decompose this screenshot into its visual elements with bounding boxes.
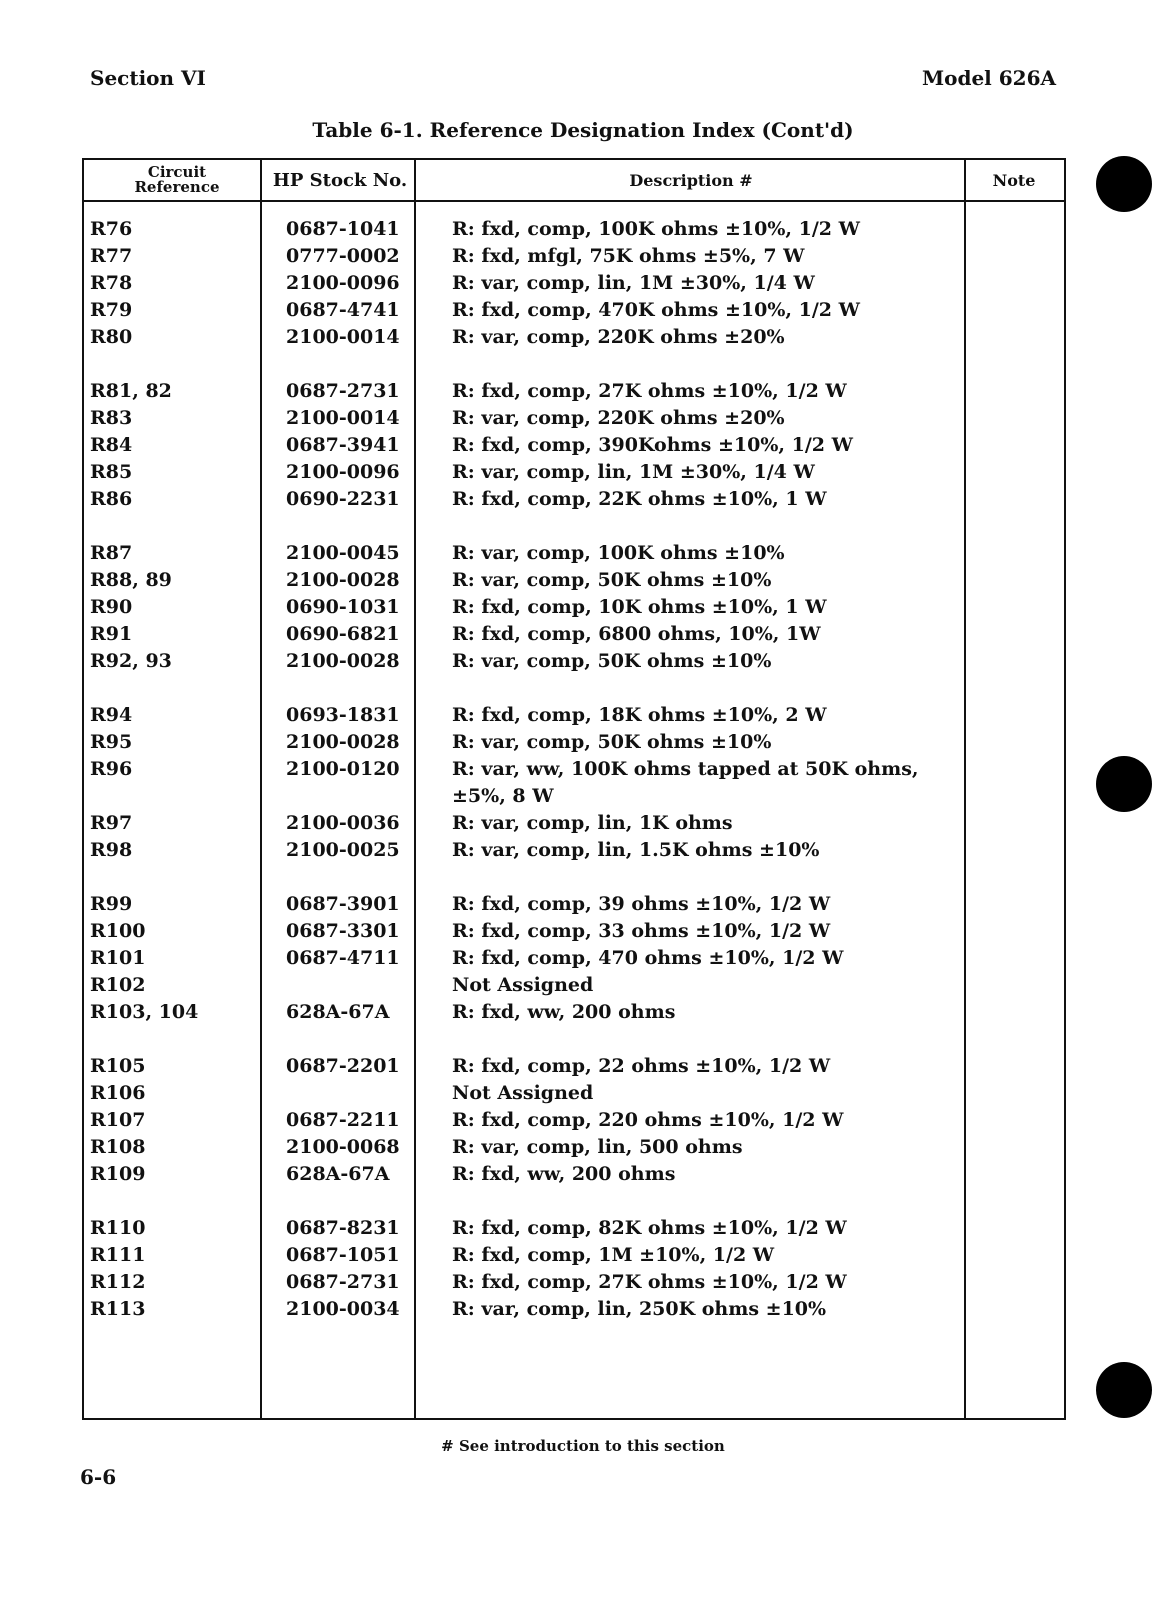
circuit-reference-cell: R76: [90, 218, 133, 240]
circuit-reference-cell: R101: [90, 947, 146, 969]
table-row: [84, 891, 1064, 918]
circuit-reference-cell: R105: [90, 1055, 146, 1077]
table-row: [84, 378, 1064, 405]
description-cell: R: var, comp, 50K ohms ±10%: [452, 569, 772, 591]
stock-number-cell: 0687-3301: [286, 920, 400, 942]
circuit-reference-cell: R109: [90, 1163, 146, 1185]
description-cell: R: var, comp, 100K ohms ±10%: [452, 542, 785, 564]
description-cell: R: var, ww, 100K ohms tapped at 50K ohms, ±5%, 8 W: [452, 758, 919, 807]
stock-number-cell: 2100-0034: [286, 1298, 400, 1320]
model-label: Model 626A: [921, 66, 1056, 90]
stock-number-cell: 2100-0096: [286, 272, 400, 294]
description-cell: R: var, comp, lin, 1.5K ohms ±10%: [452, 839, 820, 861]
column-header-stock-no: HP Stock No.: [272, 169, 408, 191]
table-row: [84, 1161, 1064, 1188]
circuit-reference-cell: R90: [90, 596, 133, 618]
row-group: [84, 702, 1064, 864]
description-cell: R: fxd, comp, 22K ohms ±10%, 1 W: [452, 488, 827, 510]
circuit-reference-cell: R98: [90, 839, 133, 861]
column-header-circuit-reference: Circuit Reference: [134, 163, 220, 196]
column-header-note: Note: [992, 170, 1036, 190]
table-row: [84, 972, 1064, 999]
circuit-reference-cell: R100: [90, 920, 146, 942]
description-cell: R: fxd, comp, 82K ohms ±10%, 1/2 W: [452, 1217, 847, 1239]
stock-number-cell: 628A-67A: [286, 1163, 390, 1185]
punch-hole-bottom: [1096, 1362, 1152, 1418]
circuit-reference-cell: R84: [90, 434, 133, 456]
stock-number-cell: 2100-0096: [286, 461, 400, 483]
description-cell: R: fxd, comp, 100K ohms ±10%, 1/2 W: [452, 218, 860, 240]
stock-number-cell: 2100-0014: [286, 407, 400, 429]
circuit-reference-cell: R77: [90, 245, 133, 267]
table-row: [84, 1080, 1064, 1107]
stock-number-cell: 0687-1041: [286, 218, 400, 240]
punch-hole-middle: [1096, 756, 1152, 812]
description-cell: R: fxd, ww, 200 ohms: [452, 1163, 676, 1185]
table-row: [84, 702, 1064, 729]
circuit-reference-cell: R106: [90, 1082, 146, 1104]
stock-number-cell: 0687-4741: [286, 299, 400, 321]
description-cell: Not Assigned: [452, 974, 594, 996]
description-cell: R: fxd, comp, 22 ohms ±10%, 1/2 W: [452, 1055, 831, 1077]
row-group: [84, 891, 1064, 1026]
circuit-reference-cell: R95: [90, 731, 133, 753]
description-cell: R: var, comp, 220K ohms ±20%: [452, 407, 785, 429]
table-row: [84, 756, 1064, 810]
table-row: [84, 432, 1064, 459]
table-row: [84, 837, 1064, 864]
circuit-reference-cell: R91: [90, 623, 133, 645]
description-cell: R: fxd, comp, 10K ohms ±10%, 1 W: [452, 596, 827, 618]
circuit-reference-cell: R81, 82: [90, 380, 172, 402]
circuit-reference-cell: R107: [90, 1109, 146, 1131]
circuit-reference-cell: R83: [90, 407, 133, 429]
circuit-reference-cell: R112: [90, 1271, 146, 1293]
table-title: Table 6-1. Reference Designation Index (Cont'd): [312, 118, 854, 142]
description-cell: R: fxd, comp, 18K ohms ±10%, 2 W: [452, 704, 827, 726]
row-group: [84, 1215, 1064, 1323]
circuit-reference-cell: R103, 104: [90, 1001, 199, 1023]
circuit-reference-cell: R96: [90, 758, 133, 780]
description-cell: Not Assigned: [452, 1082, 594, 1104]
circuit-reference-cell: R110: [90, 1217, 146, 1239]
table-row: [84, 270, 1064, 297]
circuit-reference-cell: R87: [90, 542, 133, 564]
table-row: [84, 729, 1064, 756]
description-cell: R: fxd, comp, 27K ohms ±10%, 1/2 W: [452, 1271, 847, 1293]
table-row: [84, 918, 1064, 945]
stock-number-cell: 0687-3901: [286, 893, 400, 915]
section-label: Section VI: [90, 66, 206, 90]
description-cell: R: fxd, comp, 27K ohms ±10%, 1/2 W: [452, 380, 847, 402]
stock-number-cell: 0687-4711: [286, 947, 400, 969]
table-row: [84, 945, 1064, 972]
table-row: [84, 324, 1064, 351]
reference-designation-table: [82, 158, 1066, 1420]
table-row: [84, 810, 1064, 837]
stock-number-cell: 0687-2731: [286, 1271, 400, 1293]
table-row: [84, 1215, 1064, 1242]
stock-number-cell: 0690-6821: [286, 623, 400, 645]
description-cell: R: fxd, mfgl, 75K ohms ±5%, 7 W: [452, 245, 805, 267]
description-cell: R: var, comp, 50K ohms ±10%: [452, 731, 772, 753]
circuit-reference-cell: R85: [90, 461, 133, 483]
column-header-description: Description #: [629, 170, 753, 190]
stock-number-cell: 0687-2731: [286, 380, 400, 402]
description-cell: R: fxd, comp, 470K ohms ±10%, 1/2 W: [452, 299, 860, 321]
table-row: [84, 1242, 1064, 1269]
circuit-reference-cell: R92, 93: [90, 650, 172, 672]
description-cell: R: fxd, comp, 470 ohms ±10%, 1/2 W: [452, 947, 844, 969]
stock-number-cell: 0690-1031: [286, 596, 400, 618]
table-row: [84, 297, 1064, 324]
stock-number-cell: 2100-0025: [286, 839, 400, 861]
stock-number-cell: 2100-0014: [286, 326, 400, 348]
stock-number-cell: 2100-0028: [286, 731, 400, 753]
circuit-reference-cell: R102: [90, 974, 146, 996]
table-row: [84, 1296, 1064, 1323]
table-row: [84, 594, 1064, 621]
stock-number-cell: 0777-0002: [286, 245, 400, 267]
page-number: 6-6: [80, 1465, 117, 1489]
circuit-reference-cell: R94: [90, 704, 133, 726]
description-cell: R: var, comp, lin, 1M ±30%, 1/4 W: [452, 461, 815, 483]
stock-number-cell: 2100-0120: [286, 758, 400, 780]
table-body: [84, 216, 1064, 1350]
circuit-reference-cell: R113: [90, 1298, 146, 1320]
stock-number-cell: 2100-0045: [286, 542, 400, 564]
description-cell: R: var, comp, 50K ohms ±10%: [452, 650, 772, 672]
stock-number-cell: 0693-1831: [286, 704, 400, 726]
row-group: [84, 540, 1064, 675]
stock-number-cell: 0690-2231: [286, 488, 400, 510]
circuit-reference-cell: R88, 89: [90, 569, 172, 591]
circuit-reference-cell: R86: [90, 488, 133, 510]
description-cell: R: fxd, ww, 200 ohms: [452, 1001, 676, 1023]
stock-number-cell: 0687-2201: [286, 1055, 400, 1077]
circuit-reference-cell: R99: [90, 893, 133, 915]
stock-number-cell: 2100-0036: [286, 812, 400, 834]
circuit-reference-cell: R108: [90, 1136, 146, 1158]
table-row: [84, 486, 1064, 513]
description-cell: R: var, comp, lin, 1M ±30%, 1/4 W: [452, 272, 815, 294]
table-row: [84, 1107, 1064, 1134]
stock-number-cell: 0687-3941: [286, 434, 400, 456]
stock-number-cell: 2100-0028: [286, 650, 400, 672]
table-row: [84, 405, 1064, 432]
footnote: # See introduction to this section: [441, 1437, 725, 1455]
table-row: [84, 540, 1064, 567]
table-row: [84, 1269, 1064, 1296]
table-row: [84, 243, 1064, 270]
table-row: [84, 459, 1064, 486]
description-cell: R: fxd, comp, 39 ohms ±10%, 1/2 W: [452, 893, 831, 915]
description-cell: R: var, comp, lin, 250K ohms ±10%: [452, 1298, 827, 1320]
circuit-reference-cell: R111: [90, 1244, 146, 1266]
circuit-reference-cell: R79: [90, 299, 133, 321]
circuit-reference-cell: R78: [90, 272, 133, 294]
description-cell: R: fxd, comp, 1M ±10%, 1/2 W: [452, 1244, 775, 1266]
circuit-reference-cell: R80: [90, 326, 133, 348]
table-row: [84, 567, 1064, 594]
row-group: [84, 1053, 1064, 1188]
punch-hole-top: [1096, 156, 1152, 212]
stock-number-cell: 0687-8231: [286, 1217, 400, 1239]
table-row: [84, 648, 1064, 675]
stock-number-cell: 628A-67A: [286, 1001, 390, 1023]
stock-number-cell: 2100-0068: [286, 1136, 400, 1158]
row-group: [84, 378, 1064, 513]
table-row: [84, 999, 1064, 1026]
table-row: [84, 1134, 1064, 1161]
stock-number-cell: 0687-1051: [286, 1244, 400, 1266]
stock-number-cell: 2100-0028: [286, 569, 400, 591]
circuit-reference-cell: R97: [90, 812, 133, 834]
description-cell: R: fxd, comp, 220 ohms ±10%, 1/2 W: [452, 1109, 844, 1131]
description-cell: R: fxd, comp, 6800 ohms, 10%, 1W: [452, 623, 821, 645]
description-cell: R: var, comp, lin, 500 ohms: [452, 1136, 743, 1158]
table-header: [84, 160, 1064, 202]
stock-number-cell: 0687-2211: [286, 1109, 400, 1131]
description-cell: R: var, comp, 220K ohms ±20%: [452, 326, 785, 348]
description-cell: R: fxd, comp, 33 ohms ±10%, 1/2 W: [452, 920, 831, 942]
description-cell: R: var, comp, lin, 1K ohms: [452, 812, 733, 834]
table-row: [84, 216, 1064, 243]
table-row: [84, 1053, 1064, 1080]
table-row: [84, 621, 1064, 648]
row-group: [84, 216, 1064, 351]
description-cell: R: fxd, comp, 390Kohms ±10%, 1/2 W: [452, 434, 853, 456]
